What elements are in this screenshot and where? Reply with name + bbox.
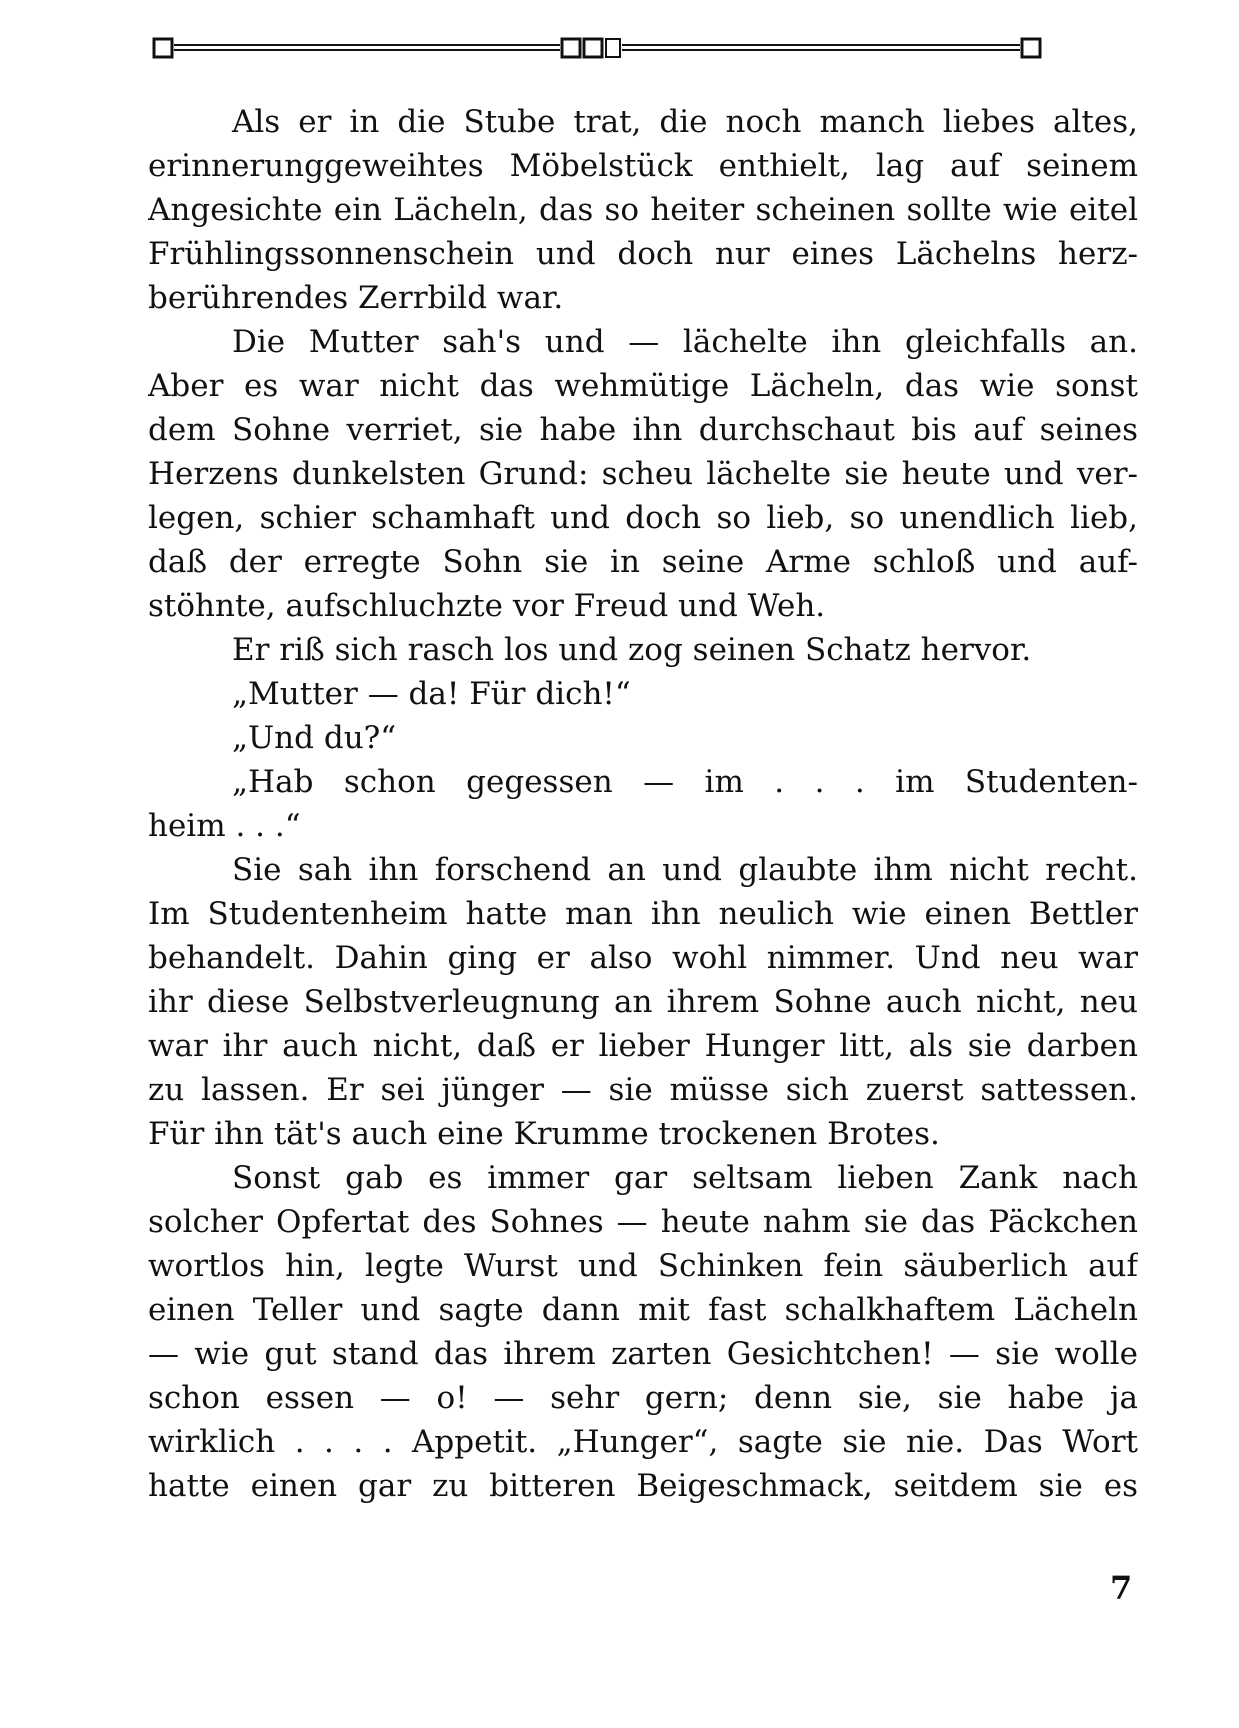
text-line: Im Studentenheim hatte man ihn neulich wie einen Bettler xyxy=(148,896,1138,932)
text-line: — wie gut stand das ihrem zarten Gesichtchen! — sie wolle xyxy=(148,1336,1138,1372)
text-line: solcher Opfertat des Sohnes — heute nahm sie das Päckchen xyxy=(148,1204,1138,1240)
text-line: Für ihn tät's auch eine Krumme trockenen Brotes. xyxy=(148,1116,940,1152)
text-line: legen, schier schamhaft und doch so lieb, so unendlich lieb, xyxy=(148,500,1138,536)
text-line: Frühlingssonnenschein und doch nur eines Lächelns herz- xyxy=(148,236,1138,272)
text-line: Sonst gab es immer gar seltsam lieben Zank nach xyxy=(232,1160,1138,1196)
ornament-square-right xyxy=(1022,39,1040,57)
ornament-square-center-2 xyxy=(584,39,602,57)
text-line: wirklich . . . . Appetit. „Hunger“, sagte sie nie. Das Wort xyxy=(148,1424,1138,1460)
text-line: berührendes Zerrbild war. xyxy=(148,280,564,316)
text-line: Als er in die Stube trat, die noch manch liebes altes, xyxy=(232,104,1138,140)
header-ornament-rule xyxy=(152,36,1138,62)
text-line: hatte einen gar zu bitteren Beigeschmack, seitdem sie es xyxy=(148,1468,1138,1504)
text-line: „Und du?“ xyxy=(232,720,397,756)
text-line: Die Mutter sah's und — lächelte ihn gleichfalls an. xyxy=(232,324,1138,360)
text-line: Er riß sich rasch los und zog seinen Schatz hervor. xyxy=(232,632,1032,668)
ornament-rule-graphic xyxy=(152,36,1138,62)
text-line: heim . . .“ xyxy=(148,808,301,844)
text-line: erinnerunggeweihtes Möbelstück enthielt, lag auf seinem xyxy=(148,148,1138,184)
text-line: schon essen — o! — sehr gern; denn sie, sie habe ja xyxy=(148,1380,1138,1416)
text-line: Sie sah ihn forschend an und glaubte ihm nicht recht. xyxy=(232,852,1138,888)
text-line: „Mutter — da! Für dich!“ xyxy=(232,676,631,712)
text-line: wortlos hin, legte Wurst und Schinken fein säuberlich auf xyxy=(148,1248,1138,1284)
text-line: Herzens dunkelsten Grund: scheu lächelte sie heute und ver- xyxy=(148,456,1138,492)
text-line: Aber es war nicht das wehmütige Lächeln, das wie sonst xyxy=(148,368,1138,404)
text-line: daß der erregte Sohn sie in seine Arme schloß und auf- xyxy=(148,544,1138,580)
page-number: 7 xyxy=(1110,1569,1133,1607)
text-line: ihr diese Selbstverleugnung an ihrem Sohne auch nicht, neu xyxy=(148,984,1138,1020)
text-line: dem Sohne verriet, sie habe ihn durchschaut bis auf seines xyxy=(148,412,1138,448)
text-line: zu lassen. Er sei jünger — sie müsse sich zuerst sattessen. xyxy=(148,1072,1138,1108)
text-line: „Hab schon gegessen — im . . . im Studenten- xyxy=(232,764,1138,800)
text-line: einen Teller und sagte dann mit fast schalkhaftem Lächeln xyxy=(148,1292,1138,1328)
body-text xyxy=(148,100,1138,1508)
ornament-square-center-1 xyxy=(562,39,580,57)
text-line: behandelt. Dahin ging er also wohl nimmer. Und neu war xyxy=(148,940,1138,976)
text-line: war ihr auch nicht, daß er lieber Hunger litt, als sie darben xyxy=(148,1028,1138,1064)
text-line: stöhnte, aufschluchzte vor Freud und Weh. xyxy=(148,588,826,624)
text-line: Angesichte ein Lächeln, das so heiter scheinen sollte wie eitel xyxy=(148,192,1138,228)
ornament-square-center-3 xyxy=(606,39,620,57)
ornament-square-left xyxy=(154,39,172,57)
